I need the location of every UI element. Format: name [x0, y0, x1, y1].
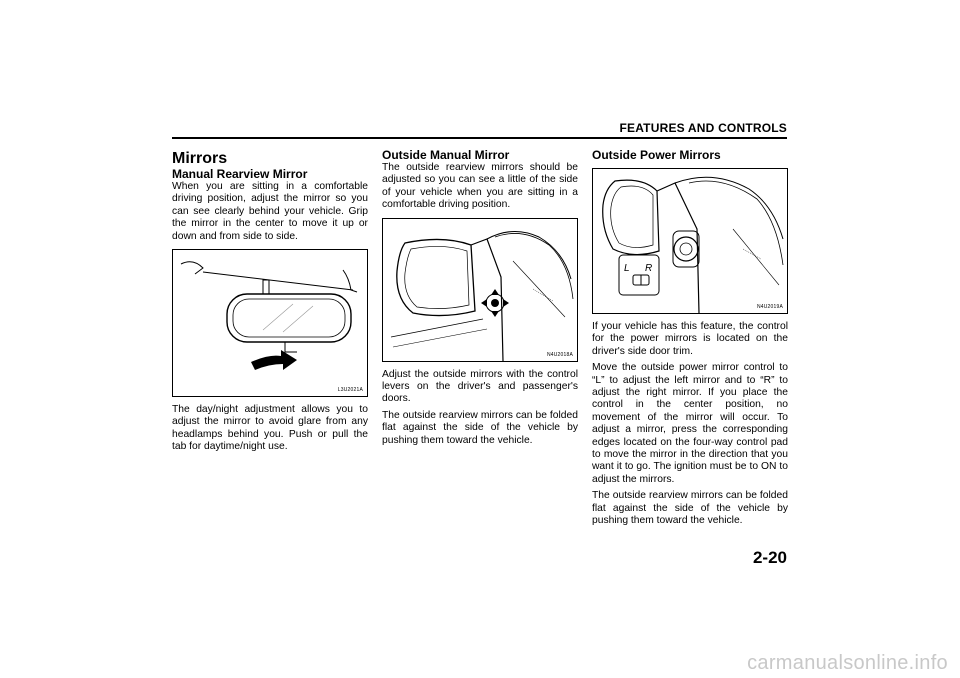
column-outside-power-mirrors [592, 146, 788, 532]
outside-mirror-illustration [383, 219, 577, 361]
figure-code: N4U2019A [756, 304, 783, 310]
subheading-outside-manual-mirror: Outside Manual Mirror [382, 148, 510, 162]
paragraph-power-control-usage: Move the outside power mirror control to “L” to adjust the left mirror and to “R” to adjust the right mirror. If you place the control in the center position, no movement of the mirror will occur. To adjust a mirror, press the corresponding edges located on the four-way control pad to move the mirror in the direction that you want it to go. The ignition must be to ON to adjust the mirrors. [592, 362, 788, 485]
figure-code: L3U2021A [337, 387, 363, 394]
power-mirror-illustration [593, 169, 787, 313]
paragraph-fold-mirrors: The outside rearview mirrors can be folded flat against the side of the vehicle by pushing them toward the vehicle. [382, 409, 578, 446]
page-number: 2-20 [752, 548, 787, 567]
figure-outside-manual-mirror [382, 218, 578, 362]
rearview-mirror-illustration [173, 250, 367, 396]
paragraph-power-control-location: If your vehicle has this feature, the control for the power mirrors is located on the driver's side door trim. [592, 321, 788, 357]
subheading-outside-power-mirrors: Outside Power Mirrors [592, 148, 721, 162]
header-rule [172, 137, 787, 139]
paragraph-day-night: The day/night adjustment allows you to adjust the mirror to avoid glare from any headlamps behind you. Push or pull the tab for daytime/night use. [172, 404, 368, 453]
paragraph-fold-power-mirrors: The outside rearview mirrors can be folded flat against the side of the vehicle by pushing them toward the vehicle. [592, 490, 788, 527]
column-rearview-mirror [172, 146, 368, 458]
paragraph-control-levers: Adjust the outside mirrors with the control levers on the driver's and passenger's doors. [382, 368, 578, 405]
figure-code: N4U2018A [546, 351, 573, 358]
figure-power-mirror-control [592, 168, 788, 314]
switch-label-right: R [645, 263, 653, 274]
watermark: carmanualsonline.info [747, 652, 948, 674]
heading-mirrors: Mirrors [172, 150, 228, 167]
switch-label-left: L [624, 263, 630, 274]
subheading-manual-rearview-mirror: Manual Rearview Mirror [172, 167, 308, 181]
column-outside-manual-mirror [382, 146, 578, 451]
section-title: FEATURES AND CONTROLS [619, 121, 787, 135]
paragraph-outside-adjust: The outside rearview mirrors should be adjusted so you can see a little of the side of your vehicle when you are sitting in a comfortable driving position. [382, 162, 578, 211]
paragraph-rearview-adjust: When you are sitting in a comfortable driving position, adjust the mirror so you can see clearly behind your vehicle. Grip the mirror in the center to move it up or down and from side to side. [172, 181, 368, 242]
figure-rearview-mirror [172, 249, 368, 397]
